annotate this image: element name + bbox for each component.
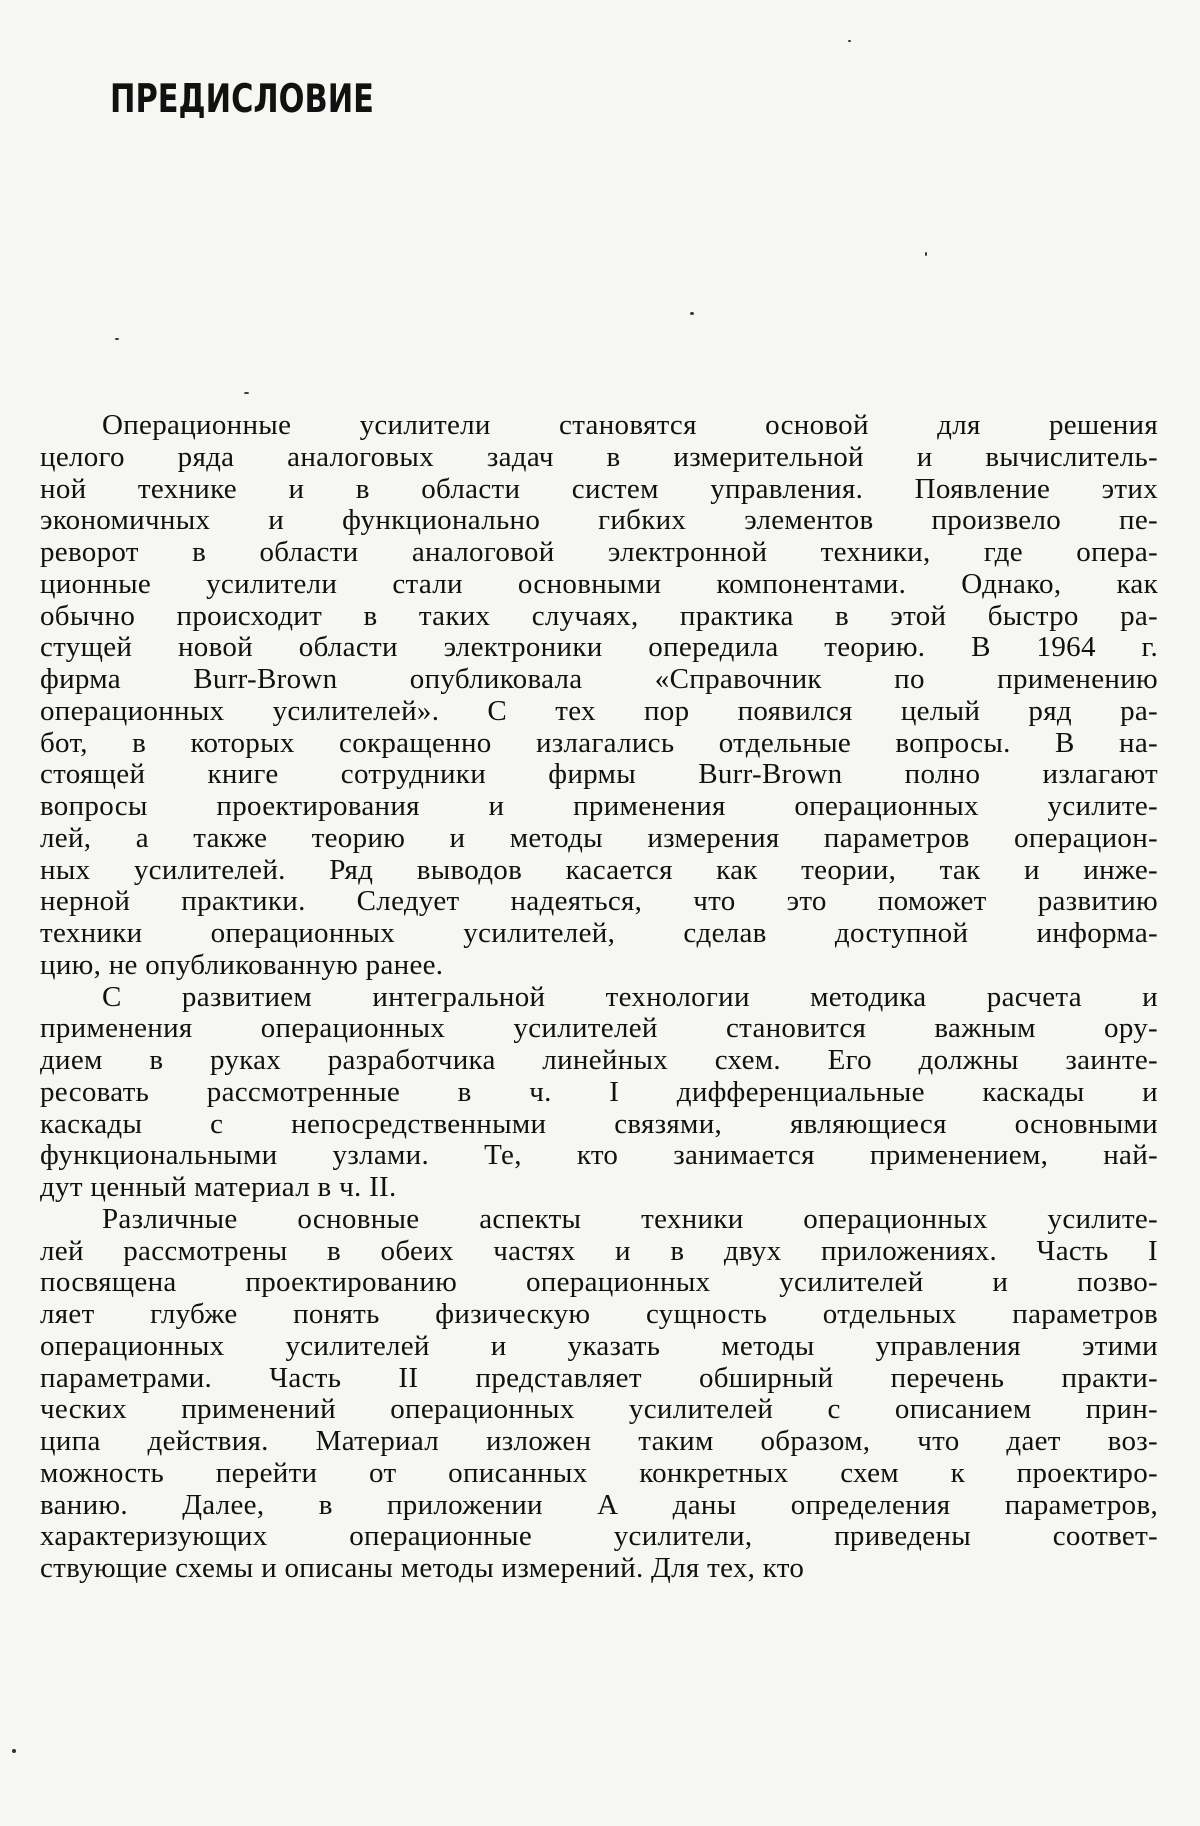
text-line: можность перейти от описанных конкретных схем к проектиро- <box>40 1456 1158 1489</box>
text-line: операционных усилителей». С тех пор появился целый ряд ра- <box>40 694 1158 727</box>
text-line: ляет глубже понять физическую сущность отдельных параметров <box>40 1298 1158 1330</box>
text-line: параметрами. Часть II представляет обширный перечень практи- <box>40 1361 1158 1394</box>
text-line: нерной практики. Следует надеяться, что это поможет развитию <box>40 885 1158 918</box>
text-line: обычно происходит в таких случаях, практика в этой быстро ра- <box>40 599 1158 632</box>
text-line: цию, не опубликованную ранее. <box>40 948 444 981</box>
text-line: дием в руках разработчика линейных схем. Его должны заинте- <box>40 1044 1158 1076</box>
text-line: каскады с непосредственными связями, являющиеся основными <box>40 1107 1158 1140</box>
paragraph <box>40 410 1158 982</box>
scan-speck <box>690 312 694 315</box>
text-line: С развитием интегральной технологии методика расчета и <box>102 980 1158 1013</box>
text-line: ствующие схемы и описаны методы измерений. Для тех, кто <box>40 1552 805 1584</box>
preface-body <box>40 410 1158 1585</box>
text-line: операционных усилителей и указать методы управления этими <box>40 1329 1158 1362</box>
text-line: бот, в которых сокращенно излагались отдельные вопросы. В на- <box>40 726 1158 759</box>
text-line: лей, а также теорию и методы измерения параметров операцион- <box>40 821 1158 854</box>
text-line: характеризующих операционные усилители, приведены соответ- <box>40 1520 1158 1553</box>
text-line: ной технике и в области систем управления. Появление этих <box>40 472 1158 505</box>
text-line: применения операционных усилителей становится важным ору- <box>40 1012 1158 1045</box>
text-line: фирма Burr-Brown опубликовала «Справочник по применению <box>40 663 1158 695</box>
text-line: дут ценный материал в ч. II. <box>40 1171 397 1203</box>
text-line: ционные усилители стали основными компонентами. Однако, как <box>40 567 1158 600</box>
paragraph <box>40 982 1158 1204</box>
text-line: Различные основные аспекты техники операционных усилите- <box>102 1202 1158 1235</box>
scan-speck <box>925 252 927 256</box>
scan-speck <box>848 40 851 42</box>
text-line: лей рассмотрены в обеих частях и в двух приложениях. Часть I <box>40 1234 1158 1267</box>
text-line: ческих применений операционных усилителей с описанием прин- <box>40 1393 1158 1426</box>
text-line: вопросы проектирования и применения операционных усилите- <box>40 790 1158 822</box>
text-line: ресовать рассмотренные в ч. I дифференциальные каскады и <box>40 1075 1158 1108</box>
page-heading: ПРЕДИСЛОВИЕ <box>110 77 374 122</box>
paragraph <box>40 1204 1158 1585</box>
scan-speck <box>244 392 249 394</box>
text-line: функциональными узлами. Те, кто занимается применением, най- <box>40 1139 1158 1172</box>
text-line: ванию. Далее, в приложении А даны определения параметров, <box>40 1488 1158 1521</box>
text-line: Операционные усилители становятся основой для решения <box>102 409 1158 441</box>
text-line: реворот в области аналоговой электронной техники, где опера- <box>40 536 1158 568</box>
text-line: стоящей книге сотрудники фирмы Burr-Brown полно излагают <box>40 758 1158 791</box>
text-line: ных усилителей. Ряд выводов касается как теории, так и инже- <box>40 853 1158 886</box>
text-line: стущей новой области электроники опередила теорию. В 1964 г. <box>40 631 1158 664</box>
text-line: экономичных и функционально гибких элементов произвело пе- <box>40 504 1158 537</box>
text-line: посвящена проектированию операционных усилителей и позво- <box>40 1266 1158 1299</box>
text-line: техники операционных усилителей, сделав доступной информа- <box>40 917 1158 949</box>
scan-speck <box>115 338 119 340</box>
scan-speck <box>12 1749 16 1753</box>
text-line: ципа действия. Материал изложен таким образом, что дает воз- <box>40 1425 1158 1457</box>
text-line: целого ряда аналоговых задач в измерительной и вычислитель- <box>40 440 1158 473</box>
